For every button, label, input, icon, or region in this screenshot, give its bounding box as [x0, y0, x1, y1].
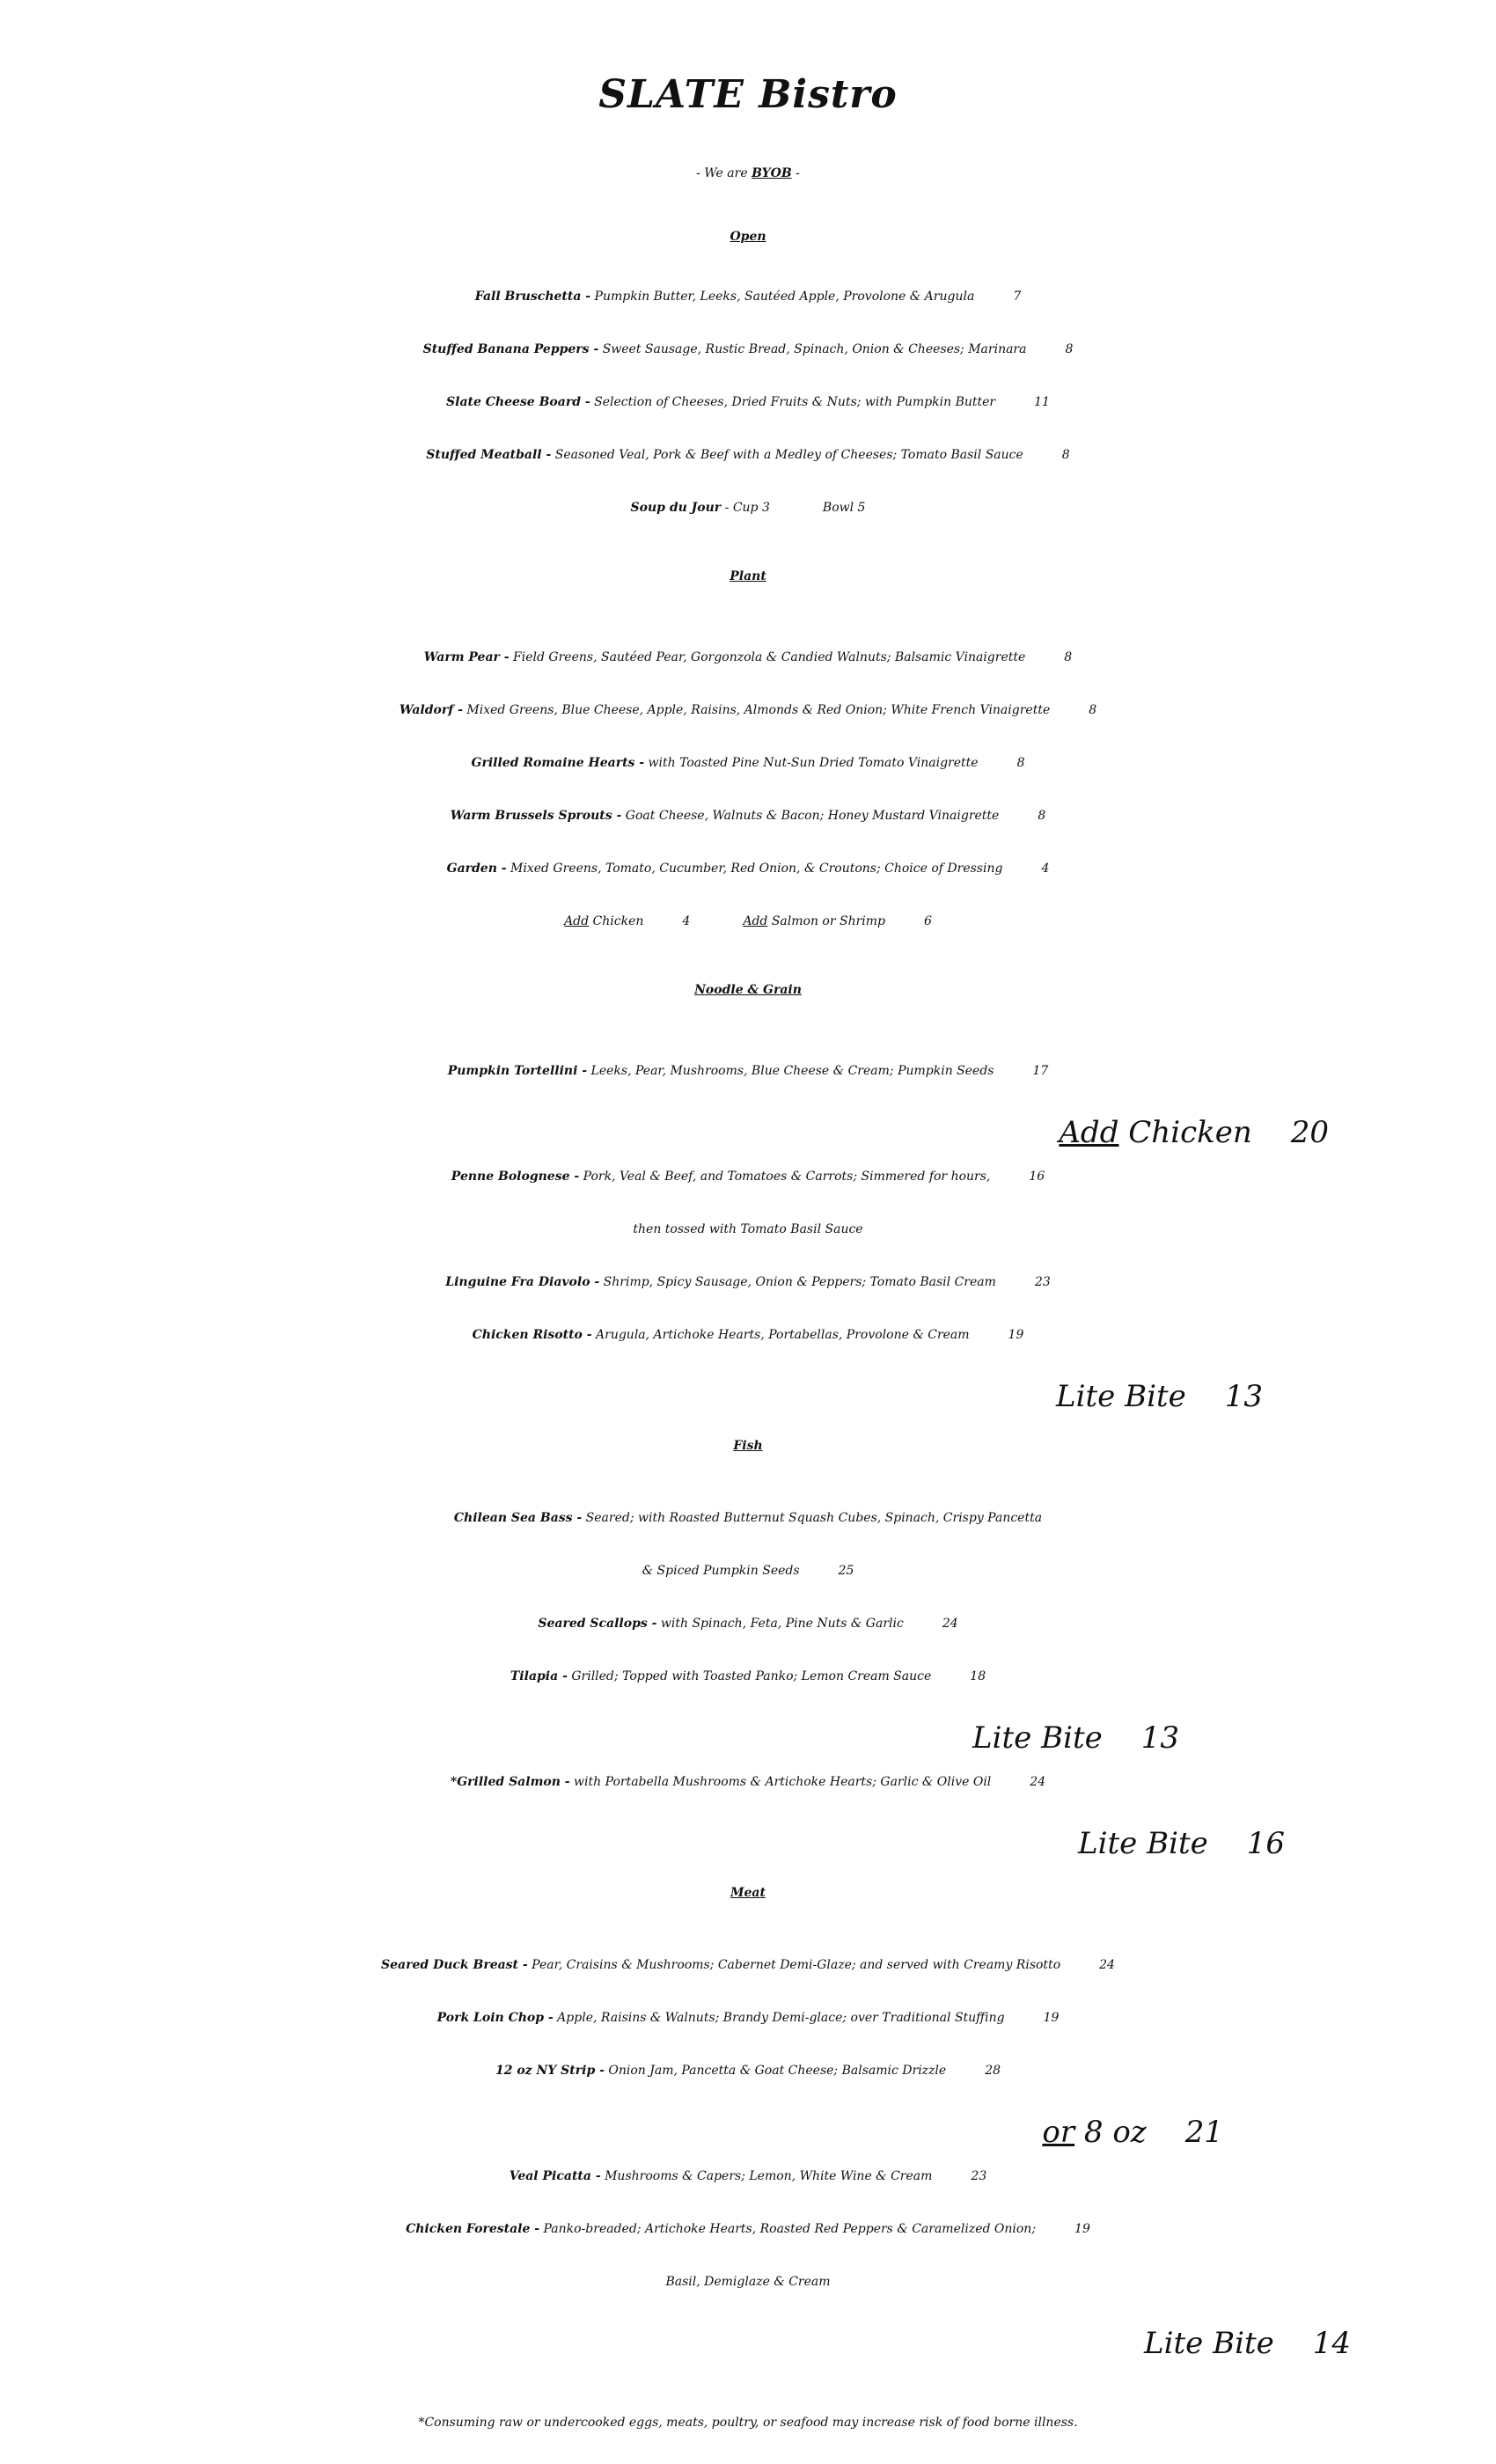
- item-description: Onion Jam, Pancetta & Goat Cheese; Balsamic Drizzle: [604, 2064, 947, 2078]
- alt-size-line: [1042, 2115, 1223, 2150]
- item-description: Mixed Greens, Blue Cheese, Apple, Raisins, Almonds & Red Onion; White French Vinaigrette: [462, 703, 1051, 717]
- menu-item: [0, 704, 1496, 716]
- item-description: Pumpkin Butter, Leeks, Sautéed Apple, Provolone & Arugula: [590, 290, 975, 304]
- item-price: 8: [1038, 809, 1046, 823]
- menu-item: [0, 1776, 1496, 1788]
- item-description: Apple, Raisins & Walnuts; Brandy Demi-glace; over Traditional Stuffing: [553, 2011, 1005, 2025]
- item-price: 16: [1029, 1170, 1045, 1184]
- section-heading-meat: Meat: [730, 1886, 766, 1900]
- item-name: Garden -: [446, 862, 507, 876]
- item-name: Waldorf -: [399, 703, 463, 717]
- item-name: Chicken Forestale -: [406, 2222, 540, 2236]
- item-price: 8: [1016, 756, 1025, 770]
- menu-item: [0, 1065, 1496, 1077]
- item-description: Grilled; Topped with Toasted Panko; Lemon Cream Sauce: [567, 1669, 932, 1683]
- item-name: *Grilled Salmon -: [450, 1775, 570, 1789]
- item-description: Mixed Greens, Tomato, Cucumber, Red Onion, & Croutons; Choice of Dressing: [506, 862, 1003, 876]
- item-description: Panko-breaded; Artichoke Hearts, Roasted Red Peppers & Caramelized Onion;: [539, 2222, 1037, 2236]
- item-description: Seasoned Veal, Pork & Beef with a Medley of Cheeses; Tomato Basil Sauce: [551, 448, 1023, 462]
- item-description: Shrimp, Spicy Sausage, Onion & Peppers; Tomato Basil Cream: [599, 1275, 996, 1289]
- add-salmon-price: 6: [924, 914, 932, 928]
- item-price: 21: [1184, 2115, 1223, 2150]
- lite-bite-line: [1144, 2326, 1351, 2361]
- item-price: 25: [838, 1564, 854, 1578]
- item-price: 18: [970, 1669, 986, 1683]
- menu-item: [0, 290, 1496, 303]
- item-name: Linguine Fra Diavolo -: [445, 1275, 600, 1289]
- lite-bite-line: [972, 1720, 1179, 1756]
- menu-item: [0, 1276, 1496, 1288]
- item-price: 4: [1041, 862, 1050, 876]
- item-description: & Spiced Pumpkin Seeds: [642, 1564, 800, 1578]
- item-price: 19: [1008, 1328, 1024, 1342]
- soup-dash: -: [721, 501, 733, 515]
- food-safety-footnote: *Consuming raw or undercooked eggs, meats, poultry, or seafood may increase risk of food borne illness.: [418, 2416, 1078, 2430]
- menu-item: [0, 1670, 1496, 1683]
- soup-cup: Cup: [732, 501, 759, 515]
- item-price: 16: [1246, 1826, 1285, 1861]
- item-name: Seared Duck Breast -: [381, 1958, 528, 1972]
- item-name: Stuffed Meatball -: [426, 448, 552, 462]
- item-description: Sweet Sausage, Rustic Bread, Spinach, Onion & Cheeses; Marinara: [598, 342, 1027, 356]
- menu-item: [0, 757, 1496, 769]
- item-description: Leeks, Pear, Mushrooms, Blue Cheese & Cream; Pumpkin Seeds: [587, 1064, 994, 1078]
- byob-note: [0, 167, 1496, 180]
- add-salmon-shrimp: Salmon or Shrimp: [767, 914, 885, 928]
- add-label: Add: [1059, 1115, 1119, 1150]
- item-price: 8: [1064, 650, 1073, 664]
- item-name: Seared Scallops -: [538, 1617, 657, 1631]
- item-description: Mushrooms & Capers; Lemon, White Wine & Cream: [600, 2169, 933, 2183]
- item-description: with Toasted Pine Nut-Sun Dried Tomato Vinaigrette: [644, 756, 979, 770]
- item-price: 24: [1099, 1958, 1115, 1972]
- item-name: Warm Pear -: [423, 650, 510, 664]
- item-price: 24: [1030, 1775, 1046, 1789]
- item-price: 24: [942, 1617, 958, 1631]
- item-name: Warm Brussels Sprouts -: [450, 809, 622, 823]
- menu-item: [0, 2223, 1496, 2235]
- add-chicken: Chicken: [1118, 1115, 1252, 1150]
- item-name: Tilapia -: [510, 1669, 568, 1683]
- item-name: Grilled Romaine Hearts -: [471, 756, 645, 770]
- item-price: 8: [1061, 448, 1070, 462]
- item-price: 11: [1034, 395, 1050, 409]
- item-description-continued: then tossed with Tomato Basil Sauce: [633, 1222, 863, 1236]
- item-name: Slate Cheese Board -: [446, 395, 590, 409]
- menu-item: [0, 1959, 1496, 1971]
- add-on-line: [1059, 1115, 1329, 1150]
- item-price: 7: [1013, 290, 1022, 304]
- menu-item: [0, 2064, 1496, 2077]
- item-price: 19: [1074, 2222, 1090, 2236]
- item-description-continued: Basil, Demiglaze & Cream: [665, 2275, 831, 2289]
- menu-item: [0, 449, 1496, 461]
- soup-bowl: Bowl: [822, 501, 854, 515]
- item-description: Selection of Cheeses, Dried Fruits & Nuts; with Pumpkin Butter: [590, 395, 996, 409]
- item-name: Chilean Sea Bass -: [453, 1511, 583, 1525]
- item-description-continued: [0, 1565, 1496, 1577]
- item-description: with Portabella Mushrooms & Artichoke Hearts; Garlic & Olive Oil: [569, 1775, 992, 1789]
- item-name: Penne Bolognese -: [451, 1170, 580, 1184]
- item-price: 8: [1065, 342, 1074, 356]
- item-description: Pork, Veal & Beef, and Tomatoes & Carrots; Simmered for hours,: [579, 1170, 991, 1184]
- item-price: 14: [1312, 2326, 1351, 2361]
- item-price: 17: [1032, 1064, 1049, 1078]
- lite-bite-label: Lite Bite: [1078, 1826, 1208, 1861]
- lite-bite-label: Lite Bite: [1056, 1379, 1186, 1414]
- soup-bowl-price: 5: [857, 501, 866, 515]
- menu-item: [0, 1512, 1496, 1524]
- item-description: Goat Cheese, Walnuts & Bacon; Honey Mustard Vinaigrette: [621, 809, 1000, 823]
- item-description: Seared; with Roasted Butternut Squash Cubes, Spinach, Crispy Pancetta: [582, 1511, 1043, 1525]
- item-price: 28: [985, 2064, 1001, 2078]
- lite-bite-label: Lite Bite: [1144, 2326, 1274, 2361]
- item-name: Pork Loin Chop -: [436, 2011, 554, 2025]
- lite-bite-line: [1056, 1379, 1263, 1414]
- item-price: 23: [1034, 1275, 1051, 1289]
- item-name: Veal Picatta -: [509, 2169, 601, 2183]
- lite-bite-label: Lite Bite: [972, 1720, 1103, 1756]
- item-price: 20: [1290, 1115, 1329, 1150]
- menu-item: [0, 810, 1496, 822]
- menu-item: [0, 651, 1496, 664]
- byob-pre: - We are: [696, 166, 752, 180]
- menu-item: [0, 343, 1496, 356]
- add-label: Add: [743, 914, 768, 928]
- section-heading-plant: Plant: [730, 569, 766, 583]
- item-price: 13: [1224, 1379, 1263, 1414]
- menu-item: [0, 396, 1496, 408]
- section-heading-fish: Fish: [733, 1439, 763, 1453]
- item-price: 8: [1089, 703, 1097, 717]
- soup-cup-price: 3: [761, 501, 770, 515]
- byob-label: BYOB: [752, 166, 792, 180]
- item-name: Pumpkin Tortellini -: [447, 1064, 588, 1078]
- section-heading-open: Open: [730, 230, 766, 244]
- add-label: Add: [564, 914, 590, 928]
- item-description: Pear, Craisins & Mushrooms; Cabernet Demi-Glaze; and served with Creamy Risotto: [527, 1958, 1061, 1972]
- add-ons: [0, 915, 1496, 928]
- menu-item: [0, 1170, 1496, 1183]
- menu-item: [0, 1329, 1496, 1341]
- menu-item-soup: [0, 502, 1496, 514]
- section-heading-noodle-grain: Noodle & Grain: [694, 983, 802, 997]
- add-chicken: Chicken: [589, 914, 644, 928]
- item-name: Stuffed Banana Peppers -: [422, 342, 599, 356]
- or-label: or: [1042, 2115, 1075, 2150]
- item-name: Soup du Jour: [630, 501, 722, 515]
- byob-post: -: [791, 166, 800, 180]
- item-name: Fall Bruschetta -: [474, 290, 591, 304]
- menu-item: [0, 2012, 1496, 2024]
- restaurant-title: SLATE Bistro: [598, 72, 898, 117]
- add-chicken-price: 4: [682, 914, 691, 928]
- item-description: with Spinach, Feta, Pine Nuts & Garlic: [656, 1617, 904, 1631]
- item-price: 13: [1140, 1720, 1179, 1756]
- alt-size: 8 oz: [1074, 2115, 1147, 2150]
- item-description: Arugula, Artichoke Hearts, Portabellas, Provolone & Cream: [591, 1328, 970, 1342]
- lite-bite-line: [1078, 1826, 1285, 1861]
- item-price: 23: [971, 2169, 987, 2183]
- menu-item: [0, 1617, 1496, 1630]
- item-name: 12 oz NY Strip -: [495, 2064, 605, 2078]
- item-price: 19: [1043, 2011, 1060, 2025]
- menu-item: [0, 2170, 1496, 2182]
- item-description: Field Greens, Sautéed Pear, Gorgonzola & Candied Walnuts; Balsamic Vinaigrette: [509, 650, 1026, 664]
- menu-item: [0, 862, 1496, 875]
- item-name: Chicken Risotto -: [472, 1328, 592, 1342]
